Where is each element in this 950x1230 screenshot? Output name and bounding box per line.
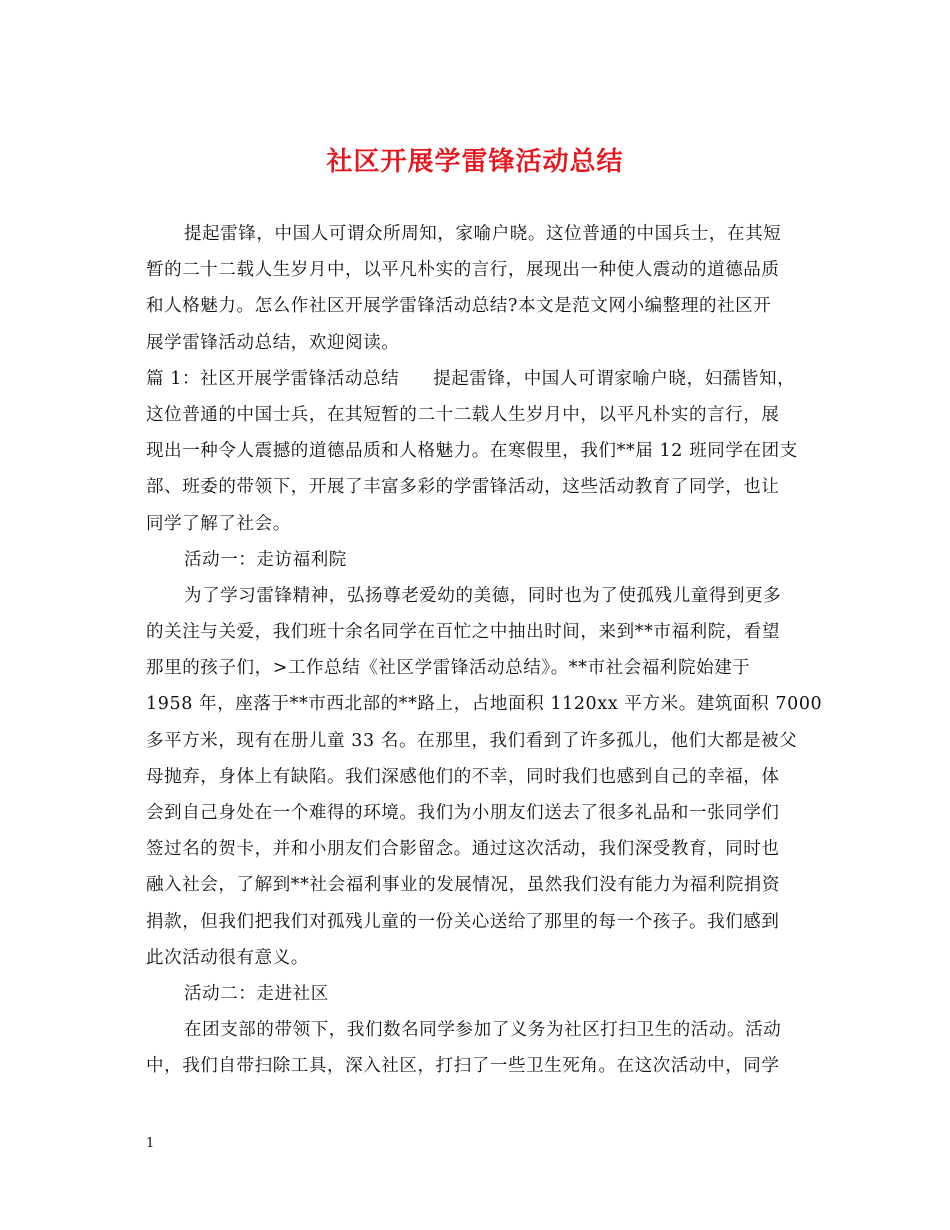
text-line: 展学雷锋活动总结，欢迎阅读。 <box>146 332 400 353</box>
text-line: 那里的孩子们，>工作总结《社区学雷锋活动总结》。**市社会福利院始建于 <box>146 658 751 679</box>
text-line: 提起雷锋，中国人可谓众所周知，家喻户晓。这位普通的中国兵士，在其短 <box>184 224 782 244</box>
text-line: 为了学习雷锋精神，弘扬尊老爱幼的美德，同时也为了使孤残儿童得到更多 <box>184 585 782 606</box>
text-line: 1958 年，座落于**市西北部的**路上，占地面积 1120xx 平方米。建筑面积 7000 <box>146 694 823 715</box>
page-number: 1 <box>146 1136 155 1151</box>
text-line: 捐款，但我们把我们对孤残儿童的一份关心送给了那里的每一个孩子。我们感到 <box>146 911 780 932</box>
text-line: 的关注与关爱，我们班十余名同学在百忙之中抽出时间，来到**市福利院，看望 <box>146 622 781 643</box>
text-line: 同学了解了社会。 <box>146 513 291 534</box>
text-line: 这位普通的中国士兵，在其短暂的二十二载人生岁月中，以平凡朴实的言行，展 <box>146 404 780 425</box>
activity-heading: 活动一：走访福利院 <box>184 549 347 570</box>
text-line <box>146 361 806 397</box>
document-title: 社区开展学雷锋活动总结 <box>326 147 624 177</box>
text-line: 此次活动很有意义。 <box>146 947 309 968</box>
text-line: 母抛弃，身体上有缺陷。我们深感他们的不幸，同时我们也感到自己的幸福，体 <box>146 766 780 787</box>
section-heading: 篇 1：社区开展学雷锋活动总结 <box>146 368 400 389</box>
document-body <box>146 216 823 1085</box>
text-line: 签过名的贺卡，并和小朋友们合影留念。通过这次活动，我们深受教育，同时也 <box>146 839 780 860</box>
text-line: 中，我们自带扫除工具，深入社区，打扫了一些卫生死角。在这次活动中，同学 <box>146 1056 780 1077</box>
text-line: 现出一种令人震撼的道德品质和人格魅力。在寒假里，我们**届 12 班同学在团支 <box>146 441 798 462</box>
text-line: 暂的二十二载人生岁月中，以平凡朴实的言行，展现出一种使人震动的道德品质 <box>146 260 780 281</box>
text-line: 部、班委的带领下，开展了丰富多彩的学雷锋活动，这些活动教育了同学，也让 <box>146 477 780 498</box>
text-line: 在团支部的带领下，我们数名同学参加了义务为社区打扫卫生的活动。活动 <box>184 1020 782 1041</box>
activity-heading: 活动二：走进社区 <box>184 983 329 1004</box>
text-line: 多平方米，现有在册儿童 33 名。在那里，我们看到了许多孤儿，他们大都是被父 <box>146 730 798 751</box>
text-line: 会到自己身处在一个难得的环境。我们为小朋友们送去了很多礼品和一张同学们 <box>146 803 780 823</box>
text-line: 融入社会，了解到**社会福利事业的发展情况，虽然我们没有能力为福利院捐资 <box>146 875 781 896</box>
text-fragment: 提起雷锋，中国人可谓家喻户晓，妇孺皆知， <box>433 368 796 389</box>
text-line: 和人格魅力。怎么作社区开展学雷锋活动总结?本文是范文网小编整理的社区开 <box>146 296 772 317</box>
